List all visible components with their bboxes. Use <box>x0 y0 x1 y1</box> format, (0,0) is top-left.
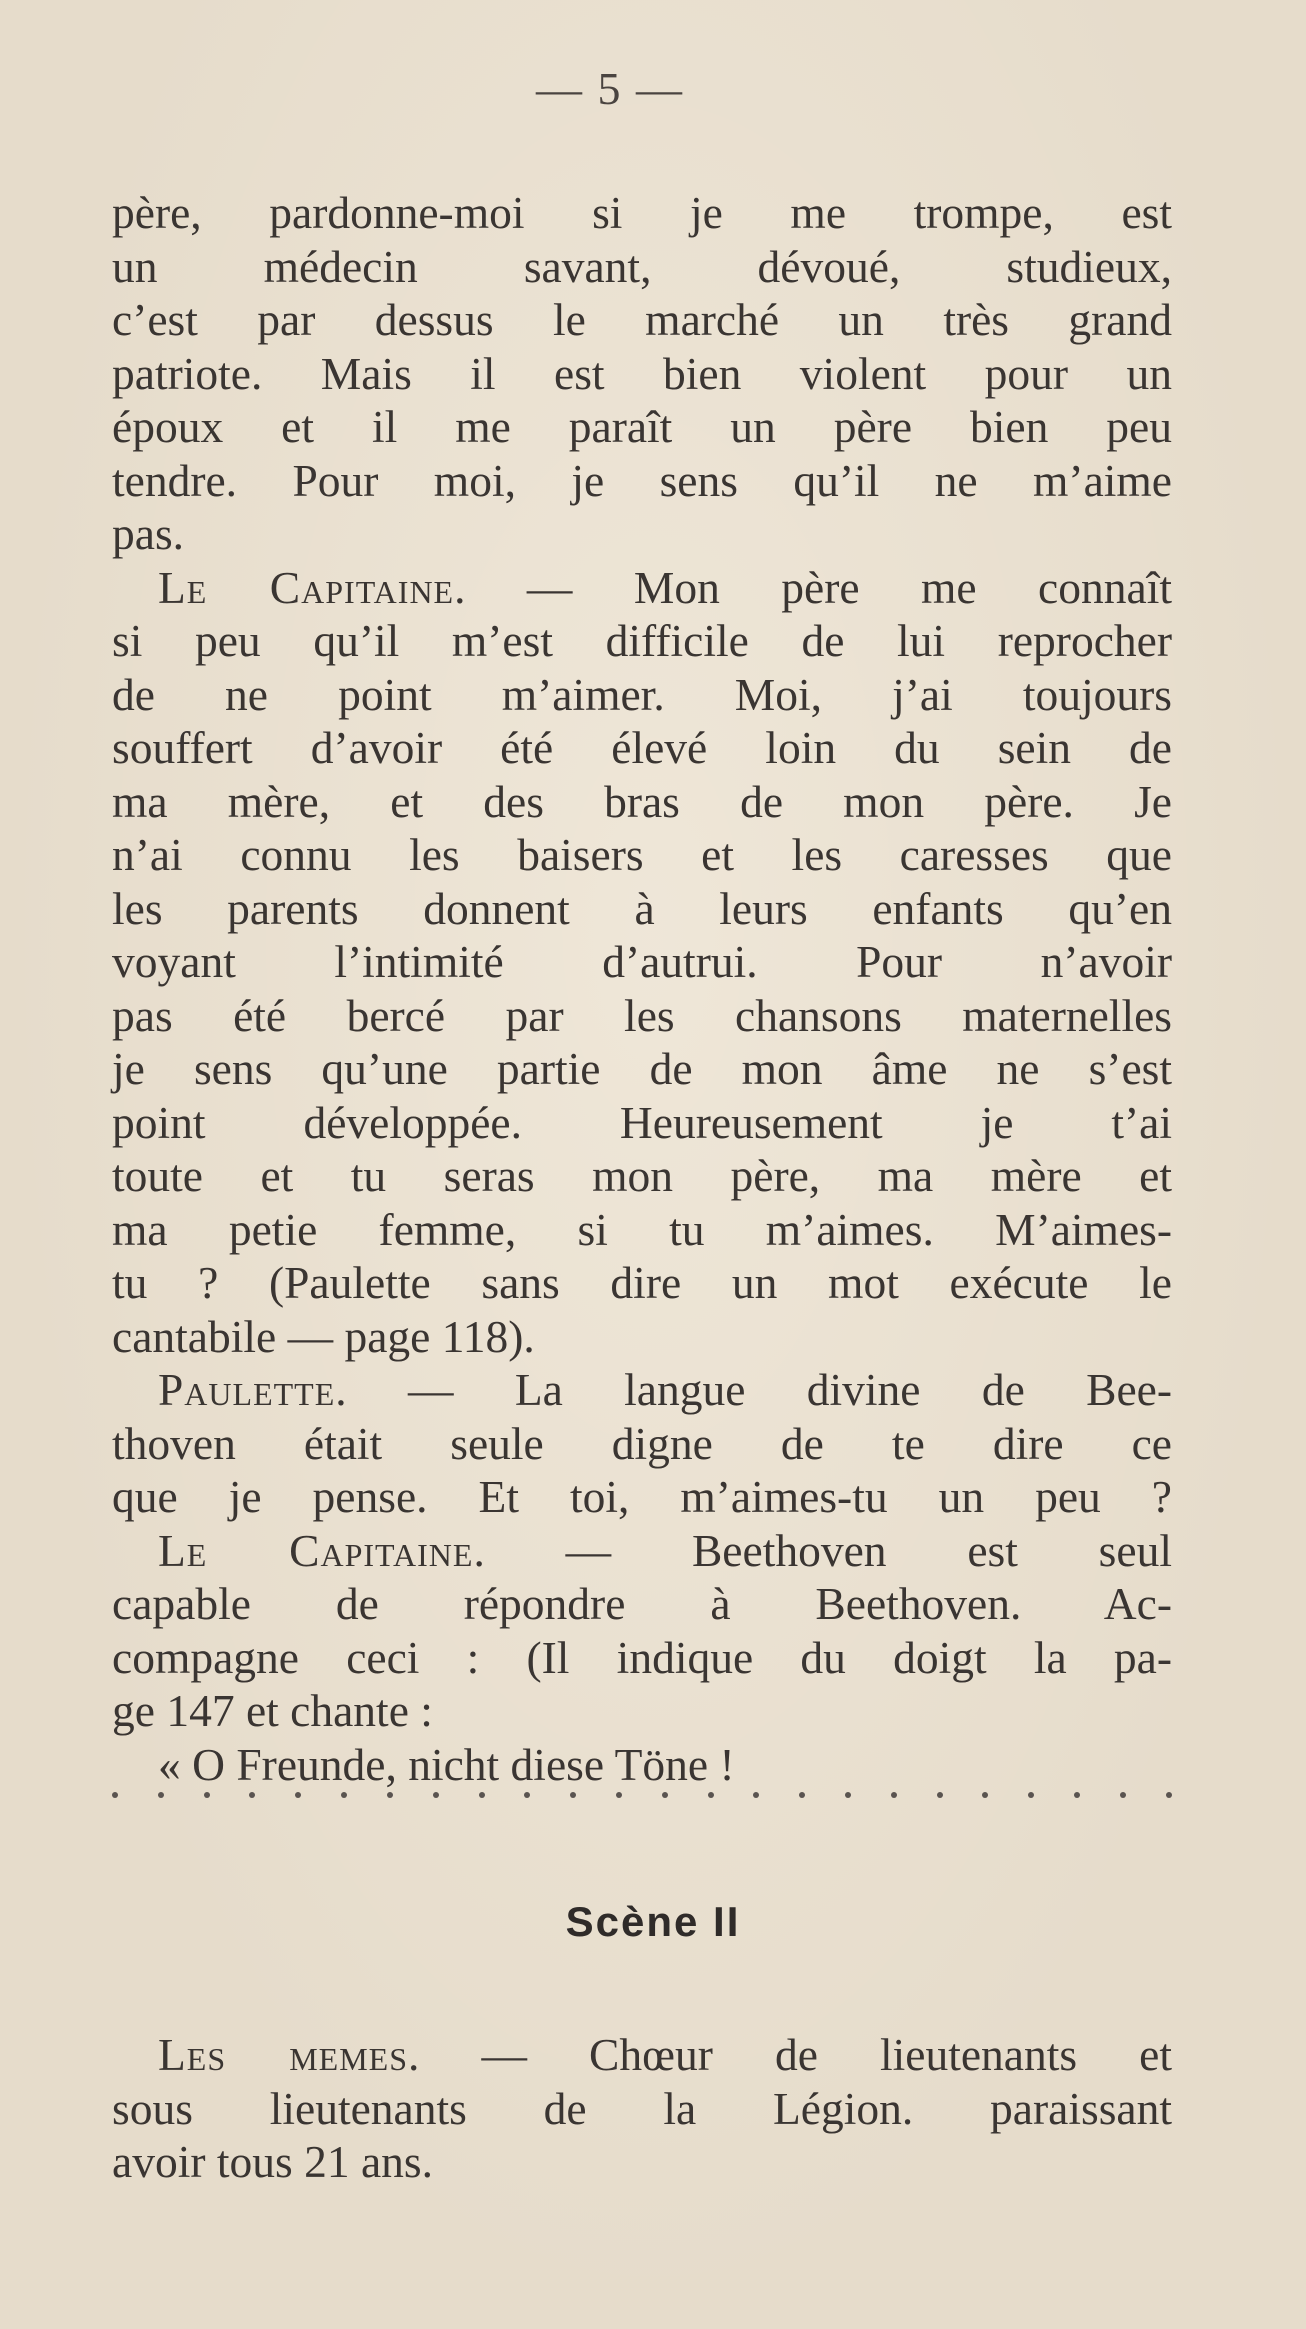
text-line <box>112 989 1172 1043</box>
text-line <box>112 293 1172 347</box>
separator-dot <box>341 1792 347 1798</box>
separator-dot <box>1166 1792 1172 1798</box>
text-line <box>112 1096 1172 1150</box>
text-line <box>112 614 1172 668</box>
text-line <box>112 2028 1172 2082</box>
text-segment: . — Beethoven est seul <box>473 1524 1172 1576</box>
text-line <box>112 1470 1172 1524</box>
text-line <box>112 240 1172 294</box>
text-segment: père, pardonne-moi si je me trompe, est <box>112 187 1172 238</box>
text-line <box>112 935 1172 989</box>
separator-dot <box>891 1792 897 1798</box>
text-line <box>112 2135 1172 2189</box>
separator-dot <box>387 1792 393 1798</box>
separator-dot <box>1028 1792 1034 1798</box>
text-line <box>112 1738 1172 1792</box>
text-segment: cantabile — page 118). <box>112 1310 535 1362</box>
page-number: — 5 — <box>536 63 684 114</box>
text-segment: avoir tous 21 ans. <box>112 2136 433 2187</box>
text-line <box>112 1203 1172 1257</box>
text-segment: si peu qu’il m’est difficile de lui reprocher <box>112 615 1172 666</box>
text-segment: toute et tu seras mon père, ma mère et <box>112 1150 1172 1201</box>
text-line <box>112 775 1172 829</box>
text-segment: n’ai connu les baisers et les caresses que <box>112 829 1172 880</box>
text-segment: ma mère, et des bras de mon père. Je <box>112 775 1172 827</box>
text-line <box>112 186 1172 240</box>
dialogue-text <box>112 186 1172 1791</box>
separator-dot <box>1120 1792 1126 1798</box>
separator-dot <box>662 1792 668 1798</box>
text-segment: ma petie femme, si tu m’aimes. M’aimes- <box>112 1203 1172 1255</box>
separator-dot <box>524 1792 530 1798</box>
text-segment: voyant l’intimité d’autrui. Pour n’avoir <box>112 936 1172 987</box>
text-segment: de ne point m’aimer. Moi, j’ai toujours <box>112 668 1172 720</box>
text-line <box>112 454 1172 508</box>
text-segment: un médecin savant, dévoué, studieux, <box>112 240 1172 292</box>
separator-dot <box>845 1792 851 1798</box>
text-line <box>112 347 1172 401</box>
separator-dot <box>249 1792 255 1798</box>
speaker-name: Les memes <box>158 2029 409 2080</box>
text-line <box>112 400 1172 454</box>
text-line <box>112 1417 1172 1471</box>
text-segment: . — Mon père me connaît <box>454 561 1172 613</box>
text-segment: capable de répondre à Beethoven. Ac- <box>112 1578 1172 1629</box>
text-line <box>112 561 1172 615</box>
separator-dot <box>708 1792 714 1798</box>
text-segment: tu ? (Paulette sans dire un mot exécute le <box>112 1257 1172 1308</box>
text-segment: pas été bercé par les chansons maternelles <box>112 989 1172 1041</box>
text-segment: je sens qu’une partie de mon âme ne s’est <box>112 1043 1172 1094</box>
separator-dot <box>295 1792 301 1798</box>
text-segment: ge 147 et chante : <box>112 1685 433 1736</box>
text-line <box>112 1042 1172 1096</box>
text-segment: époux et il me paraît un père bien peu <box>112 401 1172 452</box>
dotted-separator <box>112 1792 1172 1798</box>
separator-dot <box>433 1792 439 1798</box>
text-segment: « O Freunde, nicht diese Töne ! <box>158 1738 735 1790</box>
text-segment: point développée. Heureusement je t’ai <box>112 1096 1172 1148</box>
separator-dot <box>204 1792 210 1798</box>
text-segment: thoven était seule digne de te dire ce <box>112 1417 1172 1469</box>
speaker-name: Le Capitaine <box>158 561 455 613</box>
text-segment: . — Chœur de lieutenants et <box>408 2029 1173 2080</box>
text-segment: les parents donnent à leurs enfants qu’en <box>112 882 1172 934</box>
separator-dot <box>112 1792 118 1798</box>
text-line <box>112 882 1172 936</box>
separator-dot <box>479 1792 485 1798</box>
text-line <box>112 668 1172 722</box>
text-segment: . — La langue divine de Bee- <box>335 1364 1172 1415</box>
scene-title: Scène II <box>565 1898 741 1945</box>
speaker-name: Paulette <box>158 1364 336 1415</box>
text-segment: souffert d’avoir été élevé loin du sein de <box>112 722 1172 773</box>
speaker-name: Le Capitaine <box>158 1524 474 1576</box>
text-line <box>112 1256 1172 1310</box>
separator-dot <box>753 1792 759 1798</box>
text-segment: pas. <box>112 508 185 559</box>
text-line <box>112 1631 1172 1685</box>
text-line <box>112 2082 1172 2136</box>
text-segment: compagne ceci : (Il indique du doigt la pa- <box>112 1631 1172 1683</box>
text-segment: tendre. Pour moi, je sens qu’il ne m’aime <box>112 454 1172 506</box>
text-segment: patriote. Mais il est bien violent pour un <box>112 347 1172 399</box>
separator-dot <box>799 1792 805 1798</box>
text-line <box>112 1310 1172 1364</box>
text-line <box>112 1149 1172 1203</box>
separator-dot <box>982 1792 988 1798</box>
text-line <box>112 1684 1172 1738</box>
text-segment: que je pense. Et toi, m’aimes-tu un peu ? <box>112 1471 1172 1522</box>
text-line <box>112 1363 1172 1417</box>
scene-description <box>112 2028 1172 2189</box>
separator-dot <box>616 1792 622 1798</box>
text-line <box>112 507 1172 561</box>
separator-dot <box>158 1792 164 1798</box>
text-line <box>112 1524 1172 1578</box>
text-line <box>112 828 1172 882</box>
separator-dot <box>937 1792 943 1798</box>
separator-dot <box>1074 1792 1080 1798</box>
text-segment: c’est par dessus le marché un très grand <box>112 294 1172 345</box>
text-segment: sous lieutenants de la Légion. paraissant <box>112 2082 1172 2134</box>
separator-dot <box>570 1792 576 1798</box>
text-line <box>112 1577 1172 1631</box>
text-line <box>112 721 1172 775</box>
